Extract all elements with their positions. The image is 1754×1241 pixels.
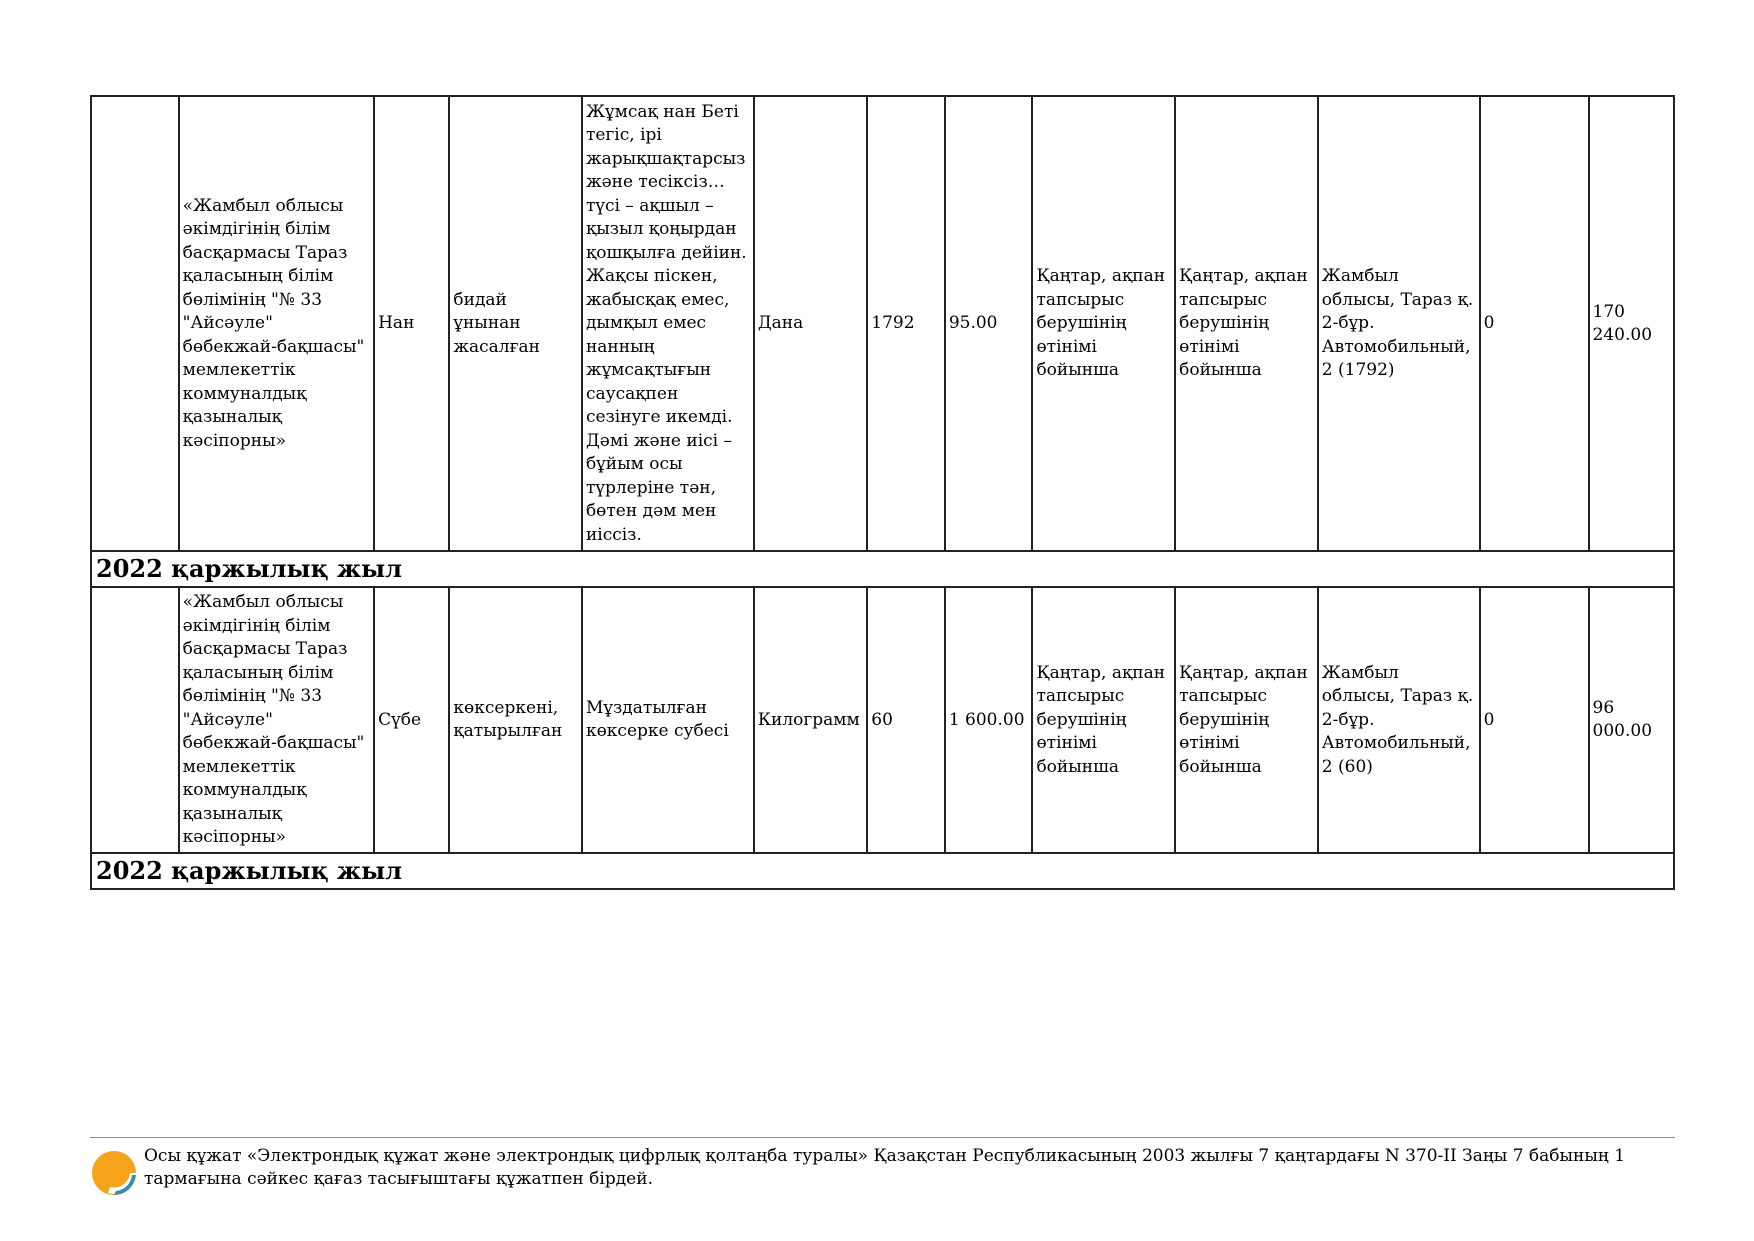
sum-cell: 170 240.00	[1589, 96, 1674, 551]
short-description-cell: көксеркені, қатырылған	[449, 587, 582, 853]
footer-legal-text: Осы құжат «Электрондық құжат және электрондық цифрлық қолтаңба туралы» Қазақстан Республикасының 2003 жылғы 7 қаңтардағы N 370-II Заңы 7 бабының 1 тармағына сәйкес қағаз тасығыштағы құжатпен бірдей.	[144, 1146, 1626, 1189]
table-row	[91, 96, 1674, 551]
delivery-term-cell: Қаңтар, ақпан тапсырыс берушінің өтінімі бойынша	[1032, 587, 1175, 853]
delivery-place-cell: Жамбыл облысы, Тараз қ. 2-бұр. Автомобильный, 2 (1792)	[1318, 96, 1480, 551]
unit-cell: Дана	[754, 96, 867, 551]
customer-cell: «Жамбыл облысы әкімдігінің білім басқармасы Тараз қаласының білім бөлімінің "№ 33 "Айсәуле" бөбекжай-бақшасы" мемлекеттік коммуналдық қазыналық кәсіпорны»	[179, 587, 374, 853]
delivery-term-2-cell: Қаңтар, ақпан тапсырыс берушінің өтінімі бойынша	[1175, 587, 1318, 853]
document-footer	[90, 1137, 1675, 1197]
fiscal-year-label: 2022 қаржылық жыл	[91, 551, 1674, 587]
unit-cell: Килограмм	[754, 587, 867, 853]
delivery-place-cell: Жамбыл облысы, Тараз қ. 2-бұр. Автомобильный, 2 (60)	[1318, 587, 1480, 853]
price-cell: 95.00	[945, 96, 1033, 551]
full-description-cell: Мұздатылған көксерке субесі	[582, 587, 754, 853]
customer-cell: «Жамбыл облысы әкімдігінің білім басқармасы Тараз қаласының білім бөлімінің "№ 33 "Айсәуле" бөбекжай-бақшасы" мемлекеттік коммуналдық қазыналық кәсіпорны»	[179, 96, 374, 551]
full-description-cell: Жұмсақ нан Беті тегіс, ірі жарықшақтарсыз және тесіксіз… түсі – ақшыл – қызыл қоңырдан қошқылға дейiин. Жақсы піскен, жабысқақ емес, дымқыл емес нанның жұмсақтығын саусақпен сезінуге икемді. Дәмі және иісі – бұйым осы түрлеріне тән, бөтен дәм мен иіссіз.	[582, 96, 754, 551]
fiscal-year-row	[91, 551, 1674, 587]
sum-cell: 96 000.00	[1589, 587, 1674, 853]
advance-cell: 0	[1480, 587, 1589, 853]
fiscal-year-label: 2022 қаржылық жыл	[91, 853, 1674, 889]
item-name-cell: Сүбе	[374, 587, 449, 853]
short-description-cell: бидай ұнынан жасалған	[449, 96, 582, 551]
item-name-cell: Нан	[374, 96, 449, 551]
advance-cell: 0	[1480, 96, 1589, 551]
quantity-cell: 1792	[867, 96, 945, 551]
row-number-cell	[91, 587, 179, 853]
row-number-cell	[91, 96, 179, 551]
delivery-term-2-cell: Қаңтар, ақпан тапсырыс берушінің өтінімі бойынша	[1175, 96, 1318, 551]
fiscal-year-row	[91, 853, 1674, 889]
procurement-table	[90, 95, 1675, 890]
egov-logo-icon	[90, 1149, 138, 1197]
delivery-term-cell: Қаңтар, ақпан тапсырыс берушінің өтінімі бойынша	[1032, 96, 1175, 551]
price-cell: 1 600.00	[945, 587, 1033, 853]
quantity-cell: 60	[867, 587, 945, 853]
table-row	[91, 587, 1674, 853]
